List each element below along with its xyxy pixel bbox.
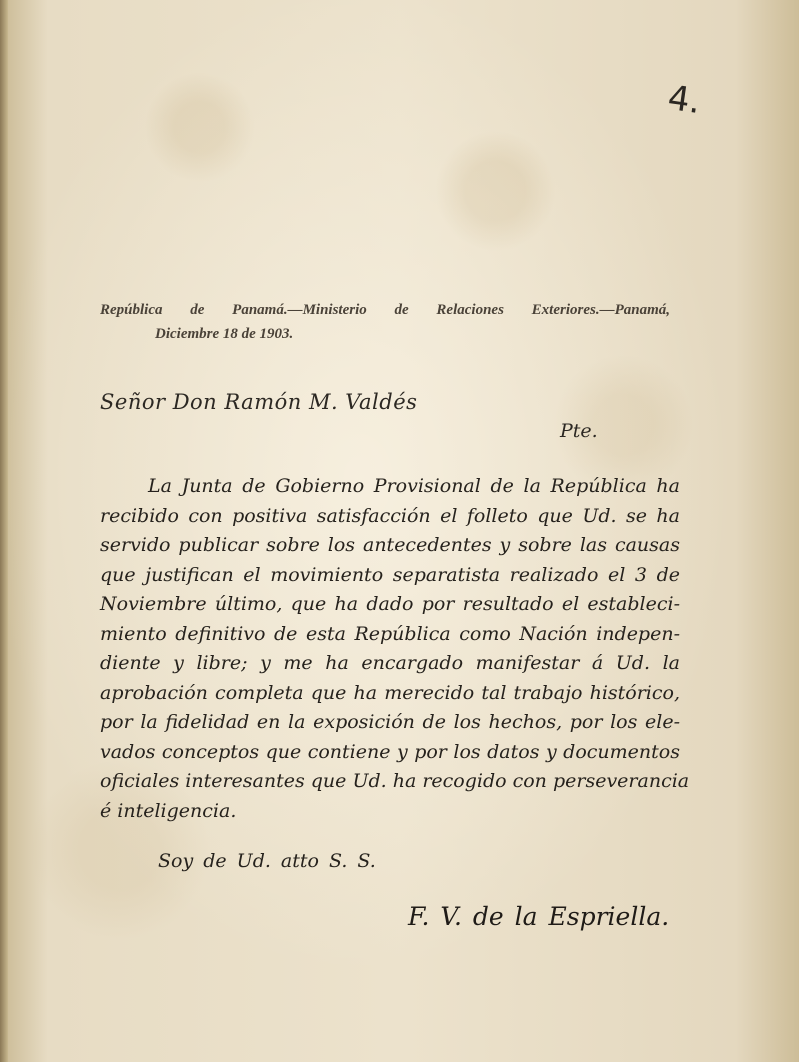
body-line: miento definitivo de esta República como Nación indepen- (100, 622, 680, 645)
body-line: aprobación completa que ha merecido tal trabajo histórico, (100, 681, 680, 704)
body-line: servido publicar sobre los antecedentes y sobre las causas (100, 534, 680, 556)
addressee: Señor Don Ramón M. Valdés (100, 390, 418, 414)
dateline: República de Panamá.—Ministerio de Relaciones Exteriores.—Panamá, (100, 302, 670, 318)
signature: F. V. de la Espriella. (408, 902, 670, 931)
body-line: por la fidelidad en la exposición de los hechos, por los ele- (100, 711, 680, 733)
body-line: vados conceptos que contiene y por los datos y documentos (100, 740, 680, 763)
page-number: 4. (665, 77, 704, 123)
body-line: que justifican el movimiento separatista realizado el 3 de (100, 563, 680, 586)
body-line: La Junta de Gobierno Provisional de la República ha (148, 475, 680, 497)
body-line: recibido con positiva satisfacción el folleto que Ud. se ha (100, 504, 680, 527)
closing: Soy de Ud. atto S. S. (158, 850, 376, 872)
letter-body (100, 472, 690, 826)
body-line: é inteligencia. (100, 799, 237, 822)
body-line: diente y libre; y me ha encargado manifestar á Ud. la (100, 652, 680, 674)
binding-edge (0, 0, 8, 1062)
body-line: oficiales interesantes que Ud. ha recogido con perseverancia (100, 770, 690, 792)
body-line: Noviembre último, que ha dado por resultado el estableci- (100, 593, 680, 615)
addressee-city: Pte. (560, 420, 598, 442)
dateline-date: Diciembre 18 de 1903. (155, 326, 294, 342)
